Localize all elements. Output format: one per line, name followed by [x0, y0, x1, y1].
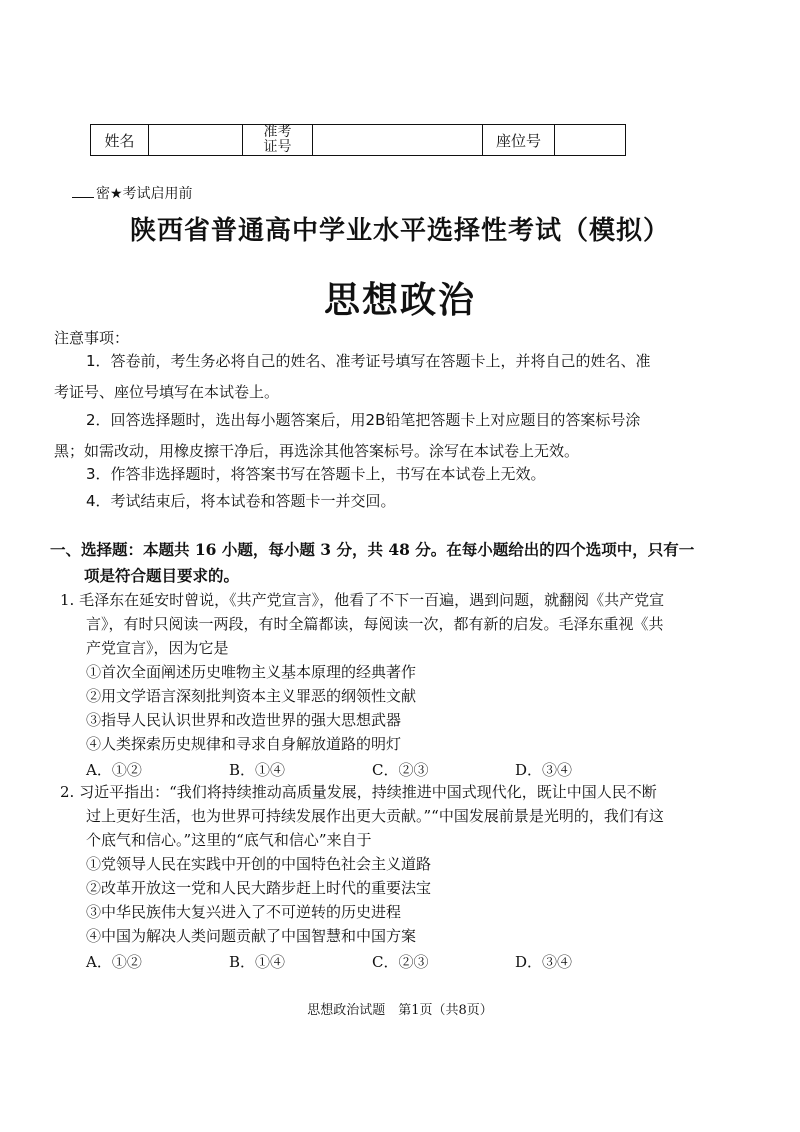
choice-b: B．①④	[229, 953, 286, 971]
secret-text: 密★考试启用前	[96, 186, 193, 202]
candidate-info-table	[90, 124, 626, 156]
secret-blank	[72, 197, 94, 198]
exam-id-label-line-2: 证号	[263, 139, 292, 155]
page-footer: 思想政治试题 第1页（共8页）	[307, 1003, 493, 1018]
choice-d: D．③④	[515, 761, 573, 779]
note-item: 1．答卷前，考生务必将自己的姓名、准考证号填写在答题卡上，并将自己的姓名、准考证号、座位号填写在本试卷上。	[54, 352, 651, 401]
question-option: ①首次全面阐述历史唯物主义基本原理的经典著作	[86, 663, 417, 681]
question-option: ①党领导人民在实践中开创的中国特色社会主义道路	[86, 855, 432, 873]
choice-d: D．③④	[515, 953, 573, 971]
choice-c: C．②③	[372, 953, 429, 971]
seat-label: 座位号	[483, 125, 555, 155]
choice-a: A．①②	[86, 761, 142, 779]
choice-b: B．①④	[229, 761, 286, 779]
choice-c: C．②③	[372, 761, 429, 779]
question-stem: 2. 习近平指出：“我们将持续推动高质量发展，持续推进中国式现代化，既让中国人民不断过上更好生活，也为世界可持续发展作出更大贡献。”“中国发展前景是光明的，我们有这个底气和信心。”这里的“底气和信心”来自于	[60, 783, 664, 849]
subject-title: 思想政治	[323, 280, 476, 321]
question-option: ②用文学语言深刻批判资本主义罪恶的纲领性文献	[86, 687, 417, 705]
answer-choices	[50, 950, 670, 974]
notes-heading: 注意事项：	[54, 329, 130, 347]
name-field	[149, 125, 243, 155]
question-option: ④人类探索历史规律和寻求自身解放道路的明灯	[86, 735, 402, 753]
note-item: 2．回答选择题时，选出每小题答案后，用2B铅笔把答题卡上对应题目的答案标号涂黑；如需改动，用橡皮擦干净后，再选涂其他答案标号。涂写在本试卷上无效。	[54, 411, 641, 460]
answer-choices	[50, 758, 670, 782]
note-item: 4．考试结束后，将本试卷和答题卡一并交回。	[86, 492, 396, 510]
secret-label	[72, 183, 193, 203]
name-label: 姓名	[91, 125, 149, 155]
question-1	[50, 588, 670, 782]
question-option: ③指导人民认识世界和改造世界的强大思想武器	[86, 711, 402, 729]
exam-id-label-line-1: 准考	[263, 124, 292, 140]
seat-field	[555, 125, 625, 155]
question-option: ②改革开放这一党和人民大踏步赶上时代的重要法宝	[86, 879, 432, 897]
question-2	[50, 780, 670, 974]
exam-id-label	[243, 125, 313, 155]
question-option: ③中华民族伟大复兴进入了不可逆转的历史进程	[86, 903, 402, 921]
question-stem: 1. 毛泽东在延安时曾说，《共产党宣言》，他看了不下一百遍，遇到问题，就翻阅《共产党宣言》，有时只阅读一两段，有时全篇都读，每阅读一次，都有新的启发。毛泽东重视《共产党宣言》，因为它是	[60, 591, 665, 657]
question-option: ④中国为解决人类问题贡献了中国智慧和中国方案	[86, 927, 417, 945]
exam-id-field	[313, 125, 483, 155]
section-heading: 一、选择题：本题共 16 小题，每小题 3 分，共 48 分。在每小题给出的四个选项中，只有一项是符合题目要求的。	[50, 540, 695, 585]
exam-title: 陕西省普通高中学业水平选择性考试（模拟）	[129, 216, 670, 246]
note-item: 3．作答非选择题时，将答案书写在答题卡上，书写在本试卷上无效。	[86, 465, 546, 483]
choice-a: A．①②	[86, 953, 142, 971]
